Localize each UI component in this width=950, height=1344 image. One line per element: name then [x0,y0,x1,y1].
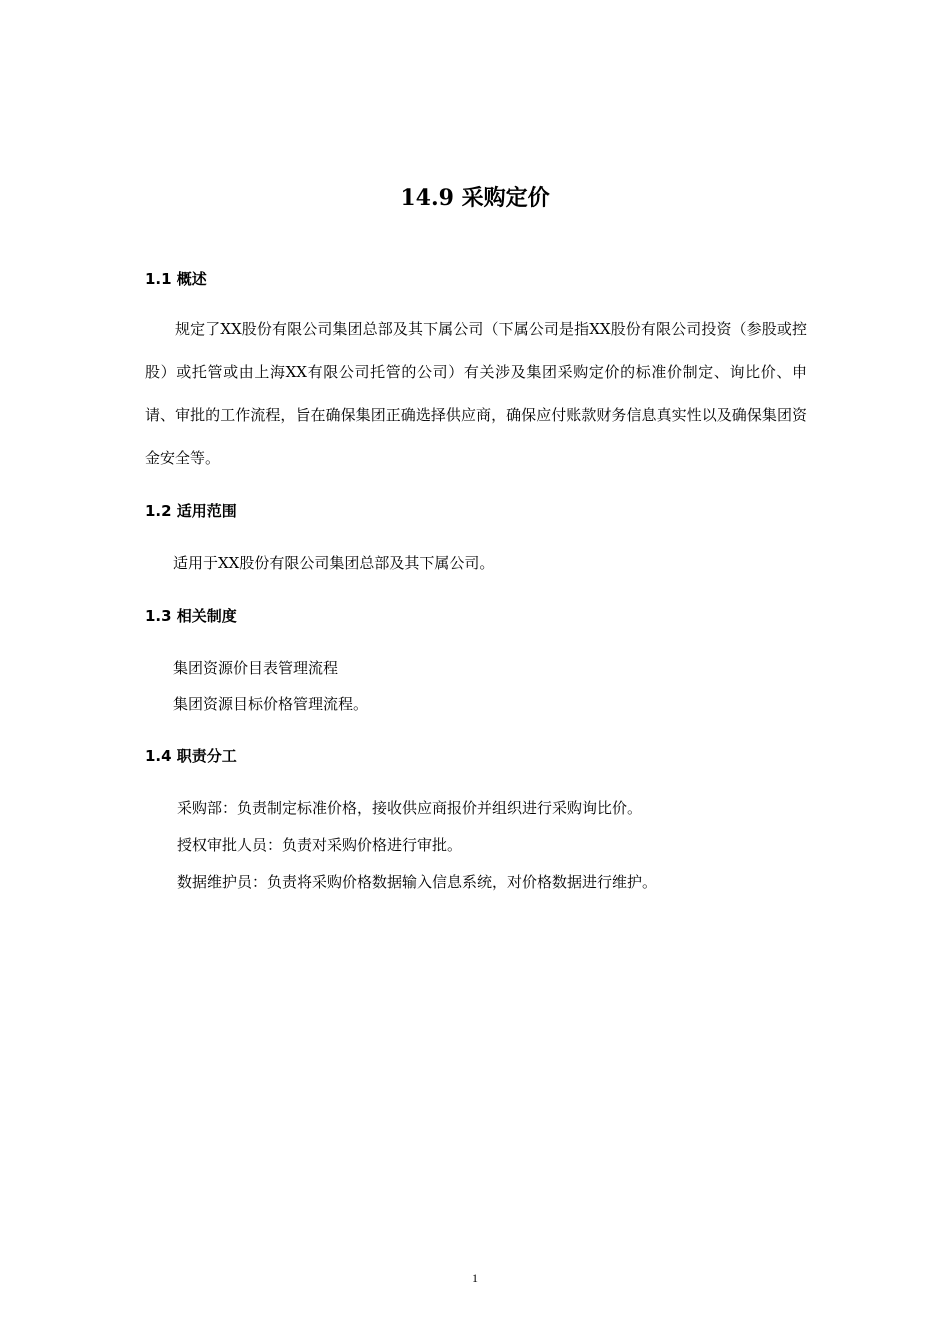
responsibility-item: 数据维护员：负责将采购价格数据输入信息系统，对价格数据进行维护。 [177,873,658,891]
page-number: 1 [472,1271,478,1285]
section-heading-overview: 1.1 概述 [145,270,207,288]
section-heading-related-policies: 1.3 相关制度 [145,607,237,625]
related-policy-item: 集团资源价目表管理流程 [173,659,339,677]
responsibility-item: 授权审批人员：负责对采购价格进行审批。 [177,836,463,854]
document-title: 14.9 采购定价 [400,185,550,211]
section-heading-responsibilities: 1.4 职责分工 [145,747,237,765]
scope-line: 适用于XX股份有限公司集团总部及其下属公司。 [173,554,495,572]
section-heading-scope: 1.2 适用范围 [145,502,237,520]
related-policy-item: 集团资源目标价格管理流程。 [173,695,369,713]
overview-paragraph: 规定了XX股份有限公司集团总部及其下属公司（下属公司是指XX股份有限公司投资（参股或控股）或托管或由上海XX有限公司托管的公司）有关涉及集团采购定价的标准价制定、询比价、申请、审批的工作流程，旨在确保集团正确选择供应商，确保应付账款财务信息真实性以及确保集团资金安全等。 [145,320,807,467]
responsibility-item: 采购部：负责制定标准价格，接收供应商报价并组织进行采购询比价。 [177,799,643,817]
